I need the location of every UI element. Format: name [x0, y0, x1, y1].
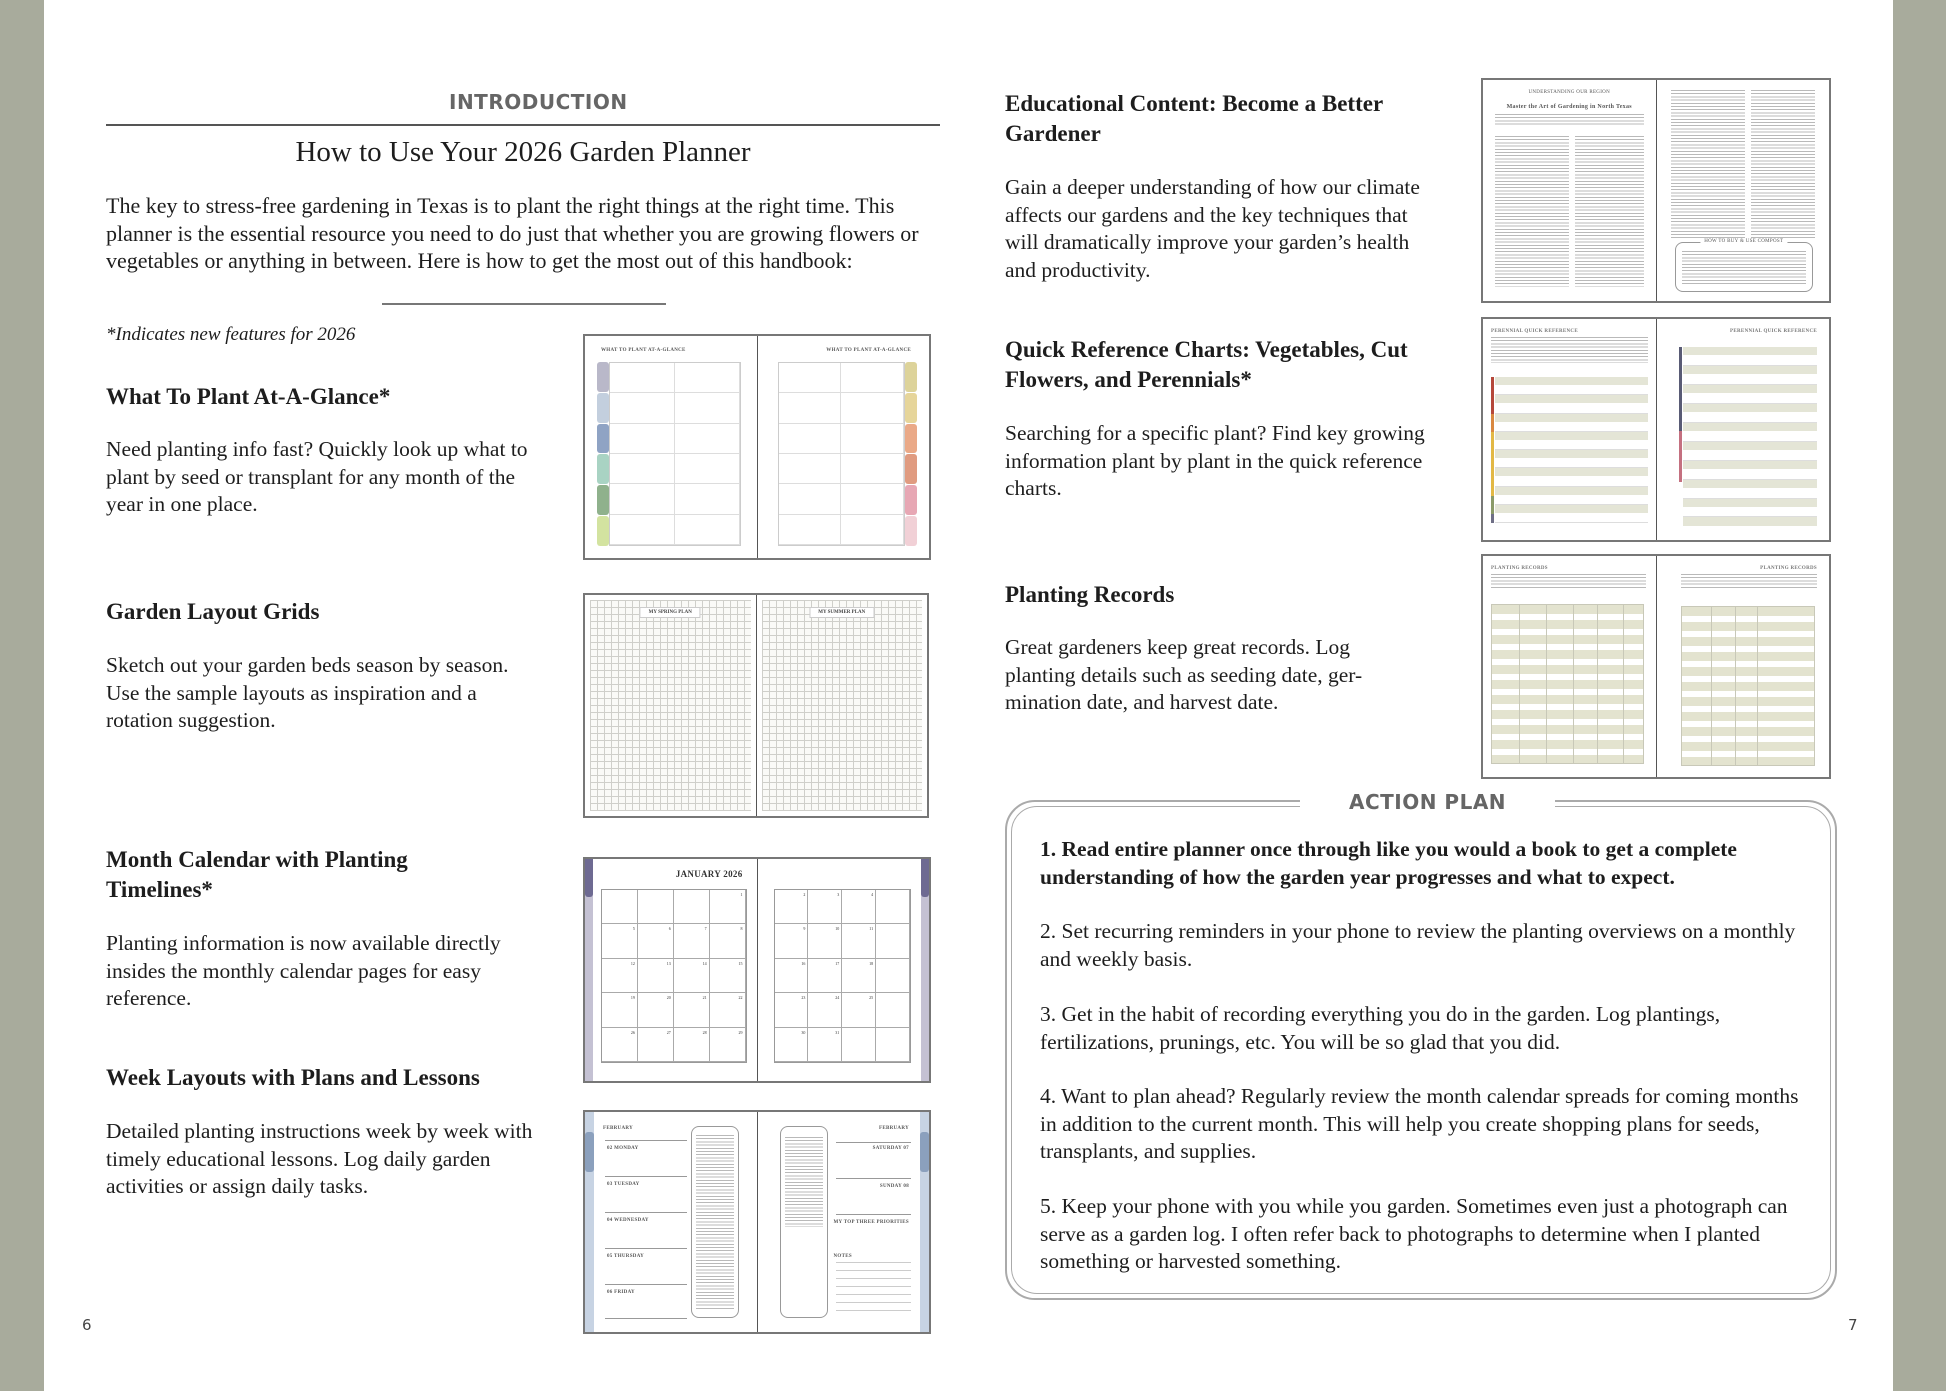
section-label: INTRODUCTION [449, 90, 628, 114]
action-item: 1. Read entire planner once through like you would a book to get a complete understanding of how the garden year progresses and what to expect. [1040, 837, 1737, 889]
month-tabs [597, 362, 609, 546]
page-edge-right [1893, 0, 1946, 1391]
feature-body: Great gardeners keep great records. Log planting details such as seeding date, ger-mination date, and harvest date. [1005, 635, 1363, 714]
thumbnail-right-page [757, 859, 930, 1081]
week-layout-thumbnail [583, 1110, 931, 1334]
action-plan-title: ACTION PLAN [1348, 790, 1507, 814]
thumbnail-right-page: PLANTING RECORDS [1656, 556, 1830, 777]
feature-heading: Quick Reference Charts: Vegetables, Cut Flowers, and Perennials* [1005, 337, 1408, 392]
calendar-grid: 1 5 6 7 8 12 13 14 15 19 20 21 22 26 27 28 29 [601, 889, 747, 1063]
page-title: How to Use Your 2026 Garden Planner [295, 136, 751, 168]
intro-paragraph: The key to stress-free gardening in Texas is to plant the right things at the right time. This planner is the essential resource you need to do just that whether you are growing flowers or vegetables or anything in between. Here is how to get the most out of this handbook: [106, 193, 919, 273]
thumbnail-left-page: FEBRUARY 02 MONDAY 03 TUESDAY 04 WEDNESDAY 05 THURSDAY 06 FRIDAY [585, 1112, 757, 1332]
thumbnail-left-page: PERENNIAL QUICK REFERENCE [1483, 319, 1656, 540]
thumbnail-left-page [585, 336, 757, 558]
records-table [1681, 606, 1816, 766]
feature-heading: Week Layouts with Plans and Lessons [106, 1065, 480, 1090]
educational-content-thumbnail [1481, 78, 1831, 303]
feature-body: Planting information is now available directly insides the monthly calendar pages for easy reference. [106, 931, 501, 1010]
notes-box [780, 1126, 828, 1318]
thumbnail-left-page: UNDERSTANDING OUR REGION Master the Art of Gardening in North Texas [1483, 80, 1656, 301]
reference-table [1495, 377, 1648, 523]
calendar-grid: 2 3 4 9 10 11 16 17 18 23 24 25 30 31 [774, 889, 912, 1063]
page-edge-left [0, 0, 44, 1391]
feature-body: Need planting info fast? Quickly look up what to plant by seed or transplant for any month of the year in one place. [106, 437, 528, 516]
feature-heading: Month Calendar with Planting Timelines* [106, 847, 408, 902]
garden-grid-thumbnail [583, 593, 929, 818]
thumbnail-right-page [1656, 80, 1830, 301]
grid-label: MY SPRING PLAN [640, 607, 701, 618]
feature-heading: What To Plant At-A-Glance* [106, 384, 391, 409]
feature-body: Searching for a specific plant? Find key growing information plant by plant in the quick reference charts. [1005, 421, 1425, 500]
glance-table [778, 362, 906, 546]
calendar-month-title: JANUARY 2026 [675, 869, 743, 879]
compost-box: HOW TO BUY & USE COMPOST [1675, 242, 1814, 292]
thumbnail-title: WHAT TO PLANT AT-A-GLANCE [826, 348, 911, 353]
thumbnail-right-page: FEBRUARY SATURDAY 07 SUNDAY 08 MY TOP THREE PRIORITIES NOTES [757, 1112, 930, 1332]
reference-table [1683, 347, 1818, 527]
new-features-note: *Indicates new features for 2026 [106, 324, 356, 345]
action-item: 5. Keep your phone with you while you garden. Sometimes even just a photograph can serve as a garden log. I often refer back to photographs to determine when I planted something or harvested something. [1040, 1194, 1788, 1273]
week-month: FEBRUARY [603, 1126, 634, 1131]
feature-body: Gain a deeper understanding of how our climate affects our gardens and the key techniques that will dramatically improve your garden’s health and productivity. [1005, 175, 1420, 282]
thumbnail-left-page [585, 859, 757, 1081]
thumbnail-right-page [756, 595, 928, 816]
planting-records-thumbnail [1481, 554, 1831, 779]
grid-label: MY SUMMER PLAN [809, 607, 874, 618]
feature-body: Sketch out your garden beds season by season. Use the sample layouts as inspiration and a rotation suggestion. [106, 653, 509, 732]
header-rule [106, 124, 940, 126]
thumbnail-left-page: PLANTING RECORDS [1483, 556, 1656, 777]
feature-heading: Educational Content: Become a Better Gardener [1005, 91, 1383, 146]
thumbnail-title: WHAT TO PLANT AT-A-GLANCE [601, 348, 686, 353]
glance-table [609, 362, 741, 546]
feature-heading: Planting Records [1005, 582, 1175, 607]
divider [382, 303, 666, 305]
action-item: 4. Want to plan ahead? Regularly review the month calendar spreads for coming months in addition to the current month. This will help you create shopping plans for seeds, transplants, and supplies. [1040, 1084, 1799, 1163]
feature-body: Detailed planting instructions week by week with timely educational lessons. Log daily garden activities or assign daily tasks. [106, 1119, 533, 1198]
action-item: 2. Set recurring reminders in your phone to review the planting overviews on a monthly and weekly basis. [1040, 919, 1796, 971]
action-item: 3. Get in the habit of recording everything you do in the garden. Log plantings, fertilizations, prunings, etc. You will be so glad that you did. [1040, 1002, 1721, 1054]
thumbnail-right-page [757, 336, 930, 558]
month-tabs [905, 362, 917, 546]
at-a-glance-thumbnail [583, 334, 931, 560]
page-number-right: 7 [1848, 1316, 1858, 1334]
feature-heading: Garden Layout Grids [106, 599, 320, 624]
month-calendar-thumbnail [583, 857, 931, 1083]
thumbnail-left-page [585, 595, 756, 816]
records-table [1491, 604, 1644, 764]
page-number-left: 6 [82, 1316, 92, 1334]
quick-reference-thumbnail [1481, 317, 1831, 542]
planting-box [691, 1126, 739, 1318]
thumbnail-right-page: PERENNIAL QUICK REFERENCE [1656, 319, 1830, 540]
